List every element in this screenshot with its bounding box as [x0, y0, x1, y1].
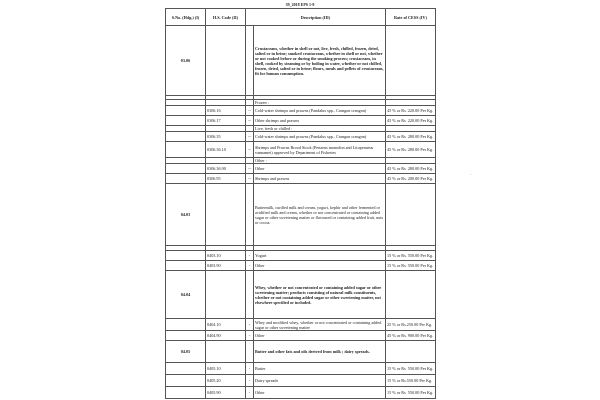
cell-hs-code: [206, 26, 246, 96]
cell-description: Shrimps and Prawns Brood Stock (Penaeus monodon and Litopenaeus vannamei) approved by Department of Fisheries: [254, 142, 386, 158]
table-row: [166, 271, 436, 319]
cell-description: Yogurt: [254, 251, 386, 261]
table-row: [166, 106, 436, 116]
cell-heading: [166, 387, 206, 399]
cell-dash: [246, 271, 254, 319]
cell-description: Butter: [254, 363, 386, 375]
cell-rate: 45 % or Rs. 200.00 Per Kg.: [386, 174, 436, 184]
cell-description: Whey, whether or not concentrated or containing added sugar or other sweetening matter; products consisting of natural milk constituents, whether or not containing added sugar or other sweetening matter, not elsewhere specified or included.: [254, 271, 386, 319]
cell-hs-code: 0306.17: [206, 116, 246, 126]
table-row: [166, 26, 436, 96]
cell-description: Cold-water shrimps and prawns (Pandalus spp., Crangon crangon): [254, 106, 386, 116]
table-row: [166, 142, 436, 158]
cell-heading: [166, 116, 206, 126]
table-row: [166, 174, 436, 184]
cell-rate: 45 % or Rs. 280.00 Per Kg.: [386, 132, 436, 142]
cell-dash: --: [246, 116, 254, 126]
cell-description: Other: [254, 261, 386, 271]
cell-rate: 45 % or Rs. 900.00 Per Kg.: [386, 331, 436, 341]
cell-heading: [166, 142, 206, 158]
cell-dash: --: [246, 132, 254, 142]
cell-description: Whey and modified whey, whether or not concentrated or containing added sugar or other sweetening matter: [254, 319, 386, 331]
cell-heading: [166, 375, 206, 387]
cell-hs-code: 0306.35: [206, 132, 246, 142]
table-row: [166, 116, 436, 126]
cell-rate: 45 % or Rs. 280.00 Per Kg.: [386, 142, 436, 158]
cell-description: Shrimps and prawns: [254, 174, 386, 184]
cell-hs-code: [206, 341, 246, 363]
cell-dash: -: [246, 251, 254, 261]
cell-description: Buttermilk, curdled milk and cream, yogurt, kephir and other fermented or acidified milk and cream, whether or not concentrated or containing added sugar or other sweetening matter or flavoured or containing added fruit, nuts or cocoa.: [254, 184, 386, 246]
cell-dash: -: [246, 363, 254, 375]
cell-description: Other :: [254, 158, 386, 164]
cell-hs-code: 0306.16: [206, 106, 246, 116]
table-row: [166, 319, 436, 331]
table-row: [166, 164, 436, 174]
cell-rate: 15 % or Rs. 550.00 Per Kg.: [386, 251, 436, 261]
table-row: [166, 184, 436, 246]
cell-heading: 04.03: [166, 184, 206, 246]
table-body: [166, 26, 436, 399]
cell-dash: [246, 341, 254, 363]
cell-rate: 15 % or Rs.550.00 Per Kg.: [386, 375, 436, 387]
cell-dash: -: [246, 319, 254, 331]
cell-heading: [166, 174, 206, 184]
table-header-row: [166, 9, 436, 26]
page-header: 39_2018 EPS 1-9: [285, 2, 315, 7]
cell-description: Other shrimps and prawns: [254, 116, 386, 126]
table-row: [166, 261, 436, 271]
cell-dash: --: [246, 142, 254, 158]
cell-hs-code: 0405.90: [206, 387, 246, 399]
col-header-hs-code: H.S. Code (II): [206, 9, 246, 26]
cell-hs-code: 0306.36.90: [206, 164, 246, 174]
cell-heading: 03.06: [166, 26, 206, 96]
table-row: [166, 387, 436, 399]
cell-dash: [246, 184, 254, 246]
cell-rate: [386, 184, 436, 246]
table-row: [166, 363, 436, 375]
tariff-table: [165, 8, 436, 399]
table-row: [166, 341, 436, 363]
cell-description: Other: [254, 164, 386, 174]
cell-rate: 15 % or Rs. 550.00 Per Kg.: [386, 363, 436, 375]
cell-rate: 45 % or Rs. 280.00 Per Kg.: [386, 164, 436, 174]
col-header-description: Description (III): [246, 9, 386, 26]
cell-dash: [246, 26, 254, 96]
cell-description: Other: [254, 387, 386, 399]
cell-rate: [386, 341, 436, 363]
cell-hs-code: 0404.90: [206, 331, 246, 341]
cell-hs-code: 0306.36.10: [206, 142, 246, 158]
cell-dash: --: [246, 106, 254, 116]
cell-hs-code: [206, 184, 246, 246]
cell-heading: 04.05: [166, 341, 206, 363]
cell-dash: --: [246, 174, 254, 184]
col-header-rate: Rate of CESS (IV): [386, 9, 436, 26]
cell-description: Dairy spreads: [254, 375, 386, 387]
cell-description: Crustaceans, whether in shell or not, live, fresh, chilled, frozen, dried, salted or in brine; smoked crustaceans, whether in shell or not, whether or not cooked before or during the smoking process; crustaceans, in shell, cooked by steaming or by boiling in water, whether or not chilled, frozen, dried, salted or in brine; flours, meals and pellets of crustaceans, fit for human consumption.: [254, 26, 386, 96]
cell-heading: [166, 261, 206, 271]
cell-dash: -: [246, 261, 254, 271]
cell-description: Butter and other fats and oils derived from milk ; dairy spreads.: [254, 341, 386, 363]
cell-heading: [166, 331, 206, 341]
cell-heading: [166, 251, 206, 261]
cell-heading: [166, 164, 206, 174]
cell-dash: -: [246, 375, 254, 387]
table-row: [166, 331, 436, 341]
cell-description: Live, fresh or chilled :: [254, 126, 386, 132]
cell-rate: 15 % or Rs. 550.00 Per Kg.: [386, 387, 436, 399]
table-row: [166, 251, 436, 261]
cell-heading: [166, 106, 206, 116]
cell-heading: [166, 363, 206, 375]
cell-description: Frozen :: [254, 100, 386, 106]
cell-rate: 45 % or Rs. 220.00 Per Kg.: [386, 116, 436, 126]
cell-hs-code: 0405.20: [206, 375, 246, 387]
cell-rate: 15 % or Rs. 550.00 Per Kg.: [386, 261, 436, 271]
cell-rate: 25 % or Rs.250.00 Per Kg.: [386, 319, 436, 331]
cell-heading: [166, 132, 206, 142]
cell-hs-code: 0403.90: [206, 261, 246, 271]
cell-rate: [386, 271, 436, 319]
margin-mark: ·: [470, 173, 472, 178]
cell-dash: --: [246, 164, 254, 174]
cell-dash: -: [246, 387, 254, 399]
cell-heading: [166, 319, 206, 331]
cell-hs-code: 0405.10: [206, 363, 246, 375]
cell-hs-code: [206, 271, 246, 319]
cell-heading: 04.04: [166, 271, 206, 319]
cell-description: Other: [254, 331, 386, 341]
cell-rate: 45 % or Rs. 220.00 Per Kg.: [386, 106, 436, 116]
cell-hs-code: 0403.10: [206, 251, 246, 261]
cell-rate: [386, 26, 436, 96]
table-row: [166, 375, 436, 387]
col-header-sno: S.No. (Hdg.) (I): [166, 9, 206, 26]
cell-dash: -: [246, 331, 254, 341]
cell-hs-code: 0306.95: [206, 174, 246, 184]
cell-description: Cold-water shrimps and prawns (Pandalus spp., Crangon crangon): [254, 132, 386, 142]
cell-hs-code: 0404.10: [206, 319, 246, 331]
table-row: [166, 132, 436, 142]
